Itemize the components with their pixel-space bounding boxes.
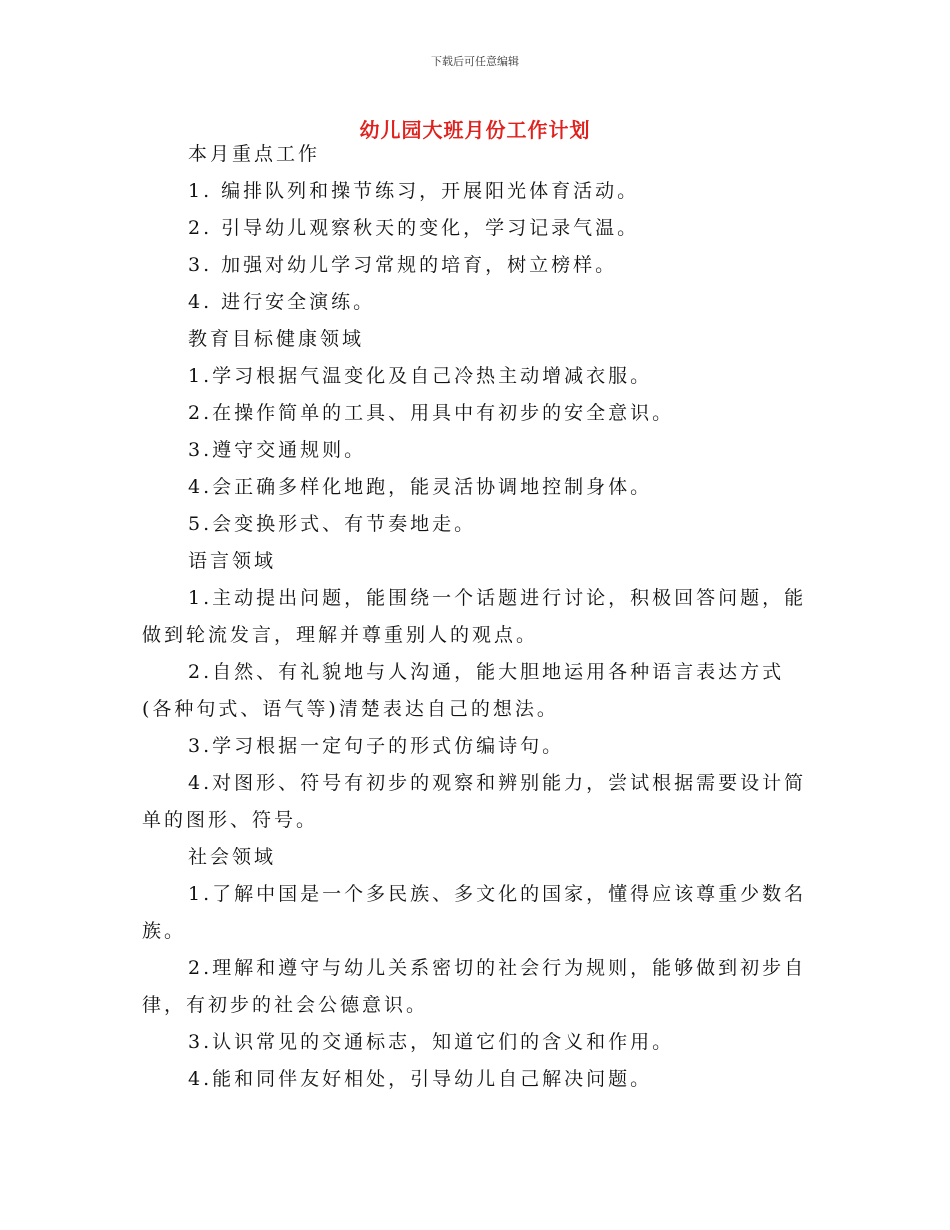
section-heading-language: 语言领域: [188, 550, 277, 572]
list-item: 1.主动提出问题，能围绕一个话题进行讨论，积极回答问题，能做到轮流发言，理解并尊重别人的观点。: [142, 587, 807, 646]
list-item: 4.能和同伴友好相处，引导幼儿自己解决问题。: [188, 1068, 653, 1090]
header-note: 下载后可任意编辑: [431, 55, 519, 68]
list-item: 4. 进行安全演练。: [188, 291, 376, 313]
list-item: 2.自然、有礼貌地与人沟通，能大胆地运用各种语言表达方式(各种句式、语气等)清楚表达自己的想法。: [142, 661, 785, 720]
list-item: 2. 引导幼儿观察秋天的变化，学习记录气温。: [188, 217, 640, 239]
list-item: 4.对图形、符号有初步的观察和辨别能力，尝试根据需要设计简单的图形、符号。: [142, 772, 807, 831]
list-item: 2.在操作简单的工具、用具中有初步的安全意识。: [188, 402, 675, 424]
list-item: 3.认识常见的交通标志，知道它们的含义和作用。: [188, 1031, 675, 1053]
document-body: [142, 136, 810, 1098]
section-heading-focus: 本月重点工作: [188, 143, 321, 165]
list-item: 5.会变换形式、有节奏地走。: [188, 513, 477, 535]
section-heading-social: 社会领域: [188, 846, 277, 868]
list-item: 1.了解中国是一个多民族、多文化的国家，懂得应该尊重少数名族。: [142, 883, 807, 942]
list-item: 1.学习根据气温变化及自己冷热主动增减衣服。: [188, 365, 653, 387]
list-item: 3. 加强对幼儿学习常规的培育，树立榜样。: [188, 254, 618, 276]
list-item: 4.会正确多样化地跑，能灵活协调地控制身体。: [188, 476, 653, 498]
list-item: 2.理解和遵守与幼儿关系密切的社会行为规则，能够做到初步自律，有初步的社会公德意识。: [142, 957, 807, 1016]
document-title: 幼儿园大班月份工作计划: [359, 118, 591, 142]
list-item: 3.学习根据一定句子的形式仿编诗句。: [188, 735, 565, 757]
section-heading-health: 教育目标健康领域: [188, 328, 365, 350]
list-item: 3.遵守交通规则。: [188, 439, 367, 461]
list-item: 1. 编排队列和操节练习，开展阳光体育活动。: [188, 180, 640, 202]
